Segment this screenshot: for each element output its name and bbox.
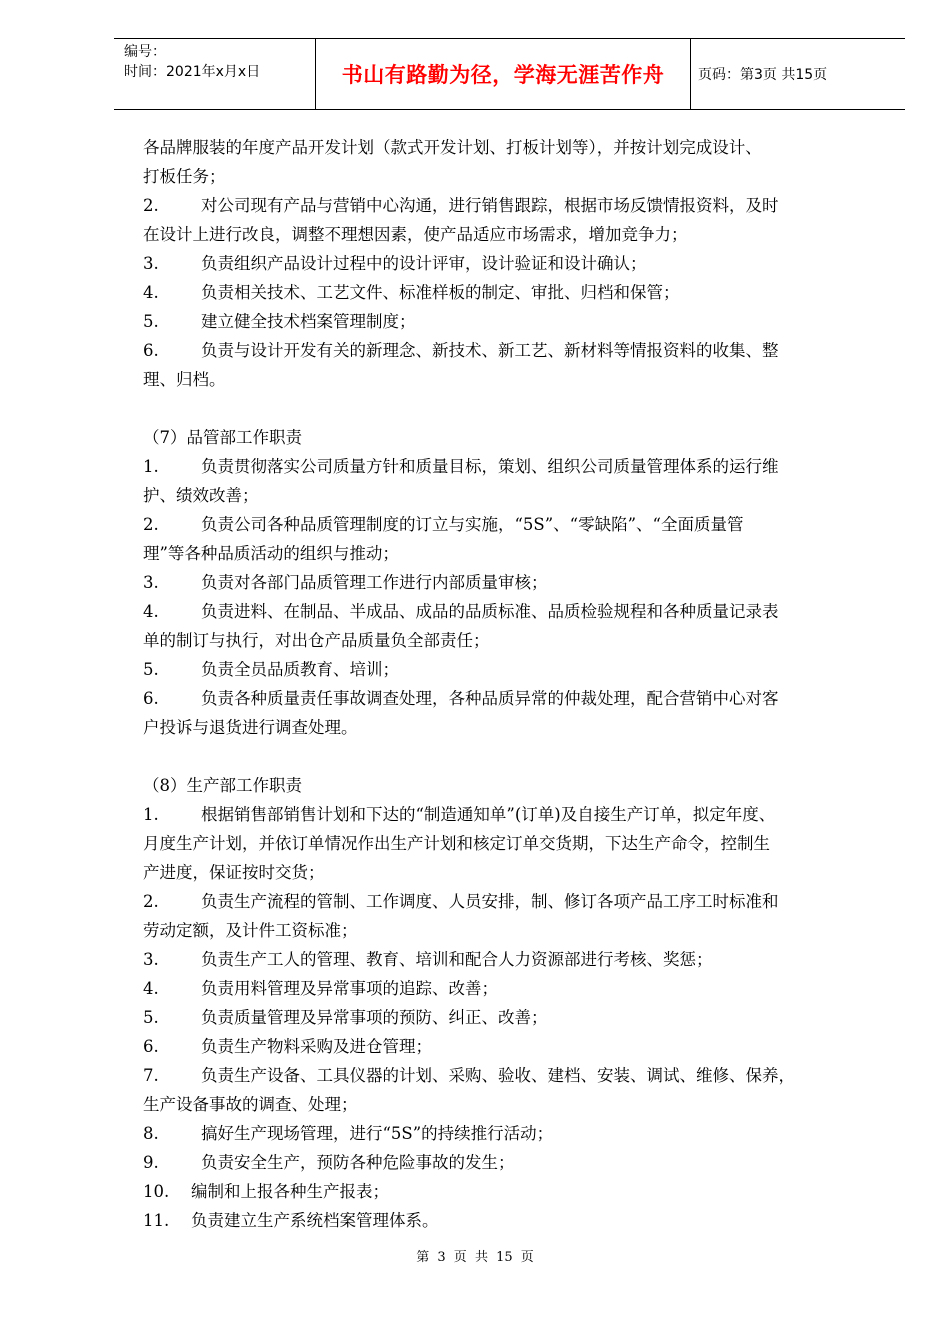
text-line — [143, 916, 883, 945]
line-text: 对公司现有产品与营销中心沟通，进行销售跟踪，根据市场反馈情报资料，及时 — [201, 196, 779, 215]
footer-di: 第 — [416, 1250, 430, 1265]
line-text: 负责全员品质教育、培训； — [201, 660, 399, 679]
list-number: 1. — [143, 805, 159, 824]
list-number: 6. — [143, 341, 159, 360]
text-line — [143, 713, 883, 742]
line-text: 打板任务； — [143, 167, 226, 186]
list-number: 5. — [143, 312, 159, 331]
text-line — [143, 1206, 883, 1235]
text-line — [143, 829, 883, 858]
list-number: 4. — [143, 602, 159, 621]
line-text: （7）品管部工作职责 — [143, 428, 302, 447]
header-motto-cell — [315, 39, 691, 109]
list-number: 7. — [143, 1066, 159, 1085]
text-line — [143, 133, 883, 162]
serial-label: 编号： — [124, 44, 166, 60]
line-text: 负责组织产品设计过程中的设计评审，设计验证和设计确认； — [201, 254, 647, 273]
text-line — [143, 365, 883, 394]
text-line — [143, 510, 883, 539]
time-label: 时间：2021年x月x日 — [124, 64, 261, 80]
list-number: 1. — [143, 457, 159, 476]
line-text: 护、绩效改善； — [143, 486, 259, 505]
page-header — [114, 38, 905, 110]
page-footer — [0, 1246, 950, 1265]
line-text: 负责用料管理及异常事项的追踪、改善； — [201, 979, 498, 998]
line-text: 编制和上报各种生产报表； — [191, 1182, 389, 1201]
list-number: 5. — [143, 660, 159, 679]
line-text: 根据销售部销售计划和下达的“制造通知单”(订单)及自接生产订单，拟定年度、 — [201, 805, 776, 824]
line-text: 负责安全生产，预防各种危险事故的发生； — [201, 1153, 515, 1172]
text-line — [143, 220, 883, 249]
text-line — [143, 858, 883, 887]
list-number: 2. — [143, 515, 159, 534]
header-page-cell — [690, 39, 905, 109]
footer-ye: 页 — [453, 1250, 467, 1265]
line-text: 负责生产流程的管制、工作调度、人员安排，制、修订各项产品工序工时标准和 — [201, 892, 779, 911]
list-number: 3. — [143, 254, 159, 273]
text-line — [143, 423, 883, 452]
text-line — [143, 800, 883, 829]
list-number: 8. — [143, 1124, 159, 1143]
line-text: 负责各种质量责任事故调查处理，各种品质异常的仲裁处理，配合营销中心对客 — [201, 689, 779, 708]
line-text: 单的制订与执行，对出仓产品质量负全部责任； — [143, 631, 490, 650]
text-line — [143, 887, 883, 916]
list-number: 6. — [143, 689, 159, 708]
list-number: 4. — [143, 979, 159, 998]
footer-total-pages: 15 — [496, 1250, 513, 1265]
line-text: 搞好生产现场管理，进行“5S”的持续推行活动； — [201, 1124, 554, 1143]
text-line — [143, 1148, 883, 1177]
text-line — [143, 539, 883, 568]
line-text: 负责生产设备、工具仪器的计划、采购、验收、建档、安装、调试、维修、保养， — [201, 1066, 795, 1085]
list-number: 6. — [143, 1037, 159, 1056]
line-text: 负责公司各种品质管理制度的订立与实施，“5S”、“零缺陷”、“全面质量管 — [201, 515, 744, 534]
line-text: 负责进料、在制品、半成品、成品的品质标准、品质检验规程和各种质量记录表 — [201, 602, 779, 621]
text-line — [143, 1090, 883, 1119]
page-label: 页码：第3页 共15页 — [698, 67, 828, 83]
list-number: 2. — [143, 196, 159, 215]
list-number: 9. — [143, 1153, 159, 1172]
list-number: 3. — [143, 950, 159, 969]
text-line — [143, 307, 883, 336]
line-text: 建立健全技术档案管理制度； — [201, 312, 416, 331]
line-text: 月度生产计划，并依订单情况作出生产计划和核定订单交货期，下达生产命令，控制生 — [143, 834, 770, 853]
text-line — [143, 452, 883, 481]
text-line — [143, 249, 883, 278]
line-text: 负责贯彻落实公司质量方针和质量目标，策划、组织公司质量管理体系的运行维 — [201, 457, 779, 476]
footer-page-number: 3 — [437, 1250, 446, 1265]
motto: 书山有路勤为径，学海无涯苦作舟 — [341, 63, 665, 87]
text-line — [143, 394, 883, 423]
footer-gong: 共 — [474, 1250, 488, 1265]
text-line — [143, 162, 883, 191]
line-text: 各品牌服装的年度产品开发计划（款式开发计划、打板计划等），并按计划完成设计、 — [143, 138, 762, 157]
text-line — [143, 626, 883, 655]
line-text: （8）生产部工作职责 — [143, 776, 302, 795]
line-text: 负责与设计开发有关的新理念、新技术、新工艺、新材料等情报资料的收集、整 — [201, 341, 779, 360]
text-line — [143, 1032, 883, 1061]
line-text: 负责质量管理及异常事项的预防、纠正、改善； — [201, 1008, 548, 1027]
line-text: 劳动定额，及计件工资标准； — [143, 921, 358, 940]
line-text: 户投诉与退货进行调查处理。 — [143, 718, 358, 737]
list-number: 4. — [143, 283, 159, 302]
text-line — [143, 1177, 883, 1206]
line-text: 在设计上进行改良，调整不理想因素，使产品适应市场需求，增加竞争力； — [143, 225, 688, 244]
header-meta — [114, 39, 314, 109]
document-body — [143, 133, 883, 1235]
text-line — [143, 597, 883, 626]
list-number: 11. — [143, 1211, 170, 1230]
footer-ye2: 页 — [520, 1250, 534, 1265]
text-line — [143, 278, 883, 307]
text-line — [143, 336, 883, 365]
line-text: 理、归档。 — [143, 370, 226, 389]
text-line — [143, 1061, 883, 1090]
list-number: 10. — [143, 1182, 170, 1201]
list-number: 3. — [143, 573, 159, 592]
text-line — [143, 742, 883, 771]
line-text: 负责建立生产系统档案管理体系。 — [191, 1211, 439, 1230]
list-number: 2. — [143, 892, 159, 911]
line-text: 生产设备事故的调查、处理； — [143, 1095, 358, 1114]
text-line — [143, 771, 883, 800]
line-text: 负责相关技术、工艺文件、标准样板的制定、审批、归档和保管； — [201, 283, 680, 302]
line-text: 负责生产工人的管理、教育、培训和配合人力资源部进行考核、奖惩； — [201, 950, 713, 969]
text-line — [143, 974, 883, 1003]
text-line — [143, 655, 883, 684]
text-line — [143, 945, 883, 974]
line-text: 负责对各部门品质管理工作进行内部质量审核； — [201, 573, 548, 592]
text-line — [143, 684, 883, 713]
list-number: 5. — [143, 1008, 159, 1027]
line-text: 负责生产物料采购及进仓管理； — [201, 1037, 432, 1056]
line-text: 理”等各种品质活动的组织与推动； — [143, 544, 399, 563]
text-line — [143, 1003, 883, 1032]
text-line — [143, 1119, 883, 1148]
text-line — [143, 481, 883, 510]
line-text: 产进度，保证按时交货； — [143, 863, 325, 882]
text-line — [143, 568, 883, 597]
text-line — [143, 191, 883, 220]
